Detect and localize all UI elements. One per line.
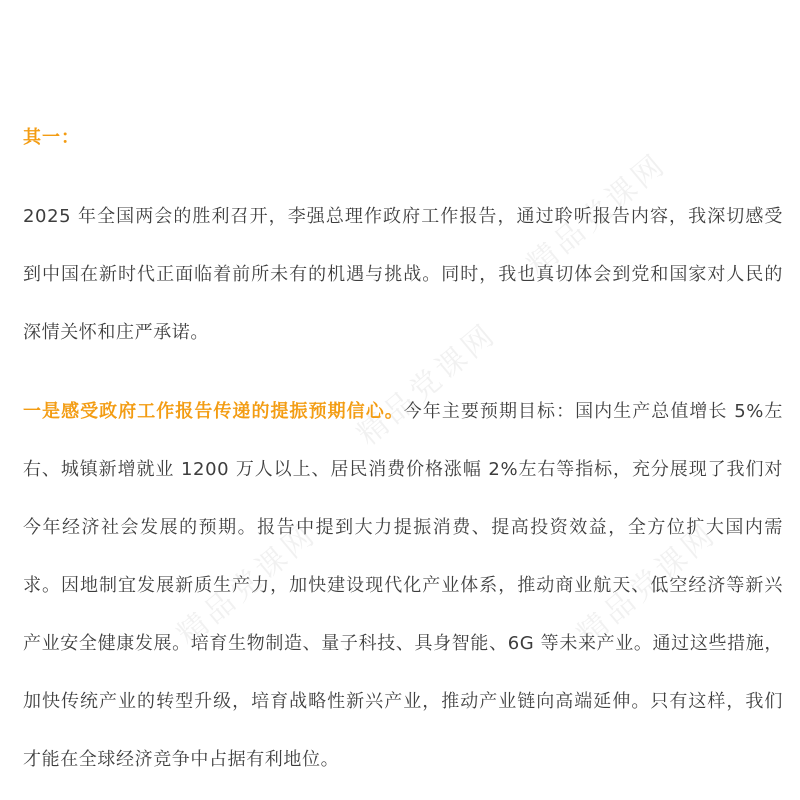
- watermark: 精品党课网: [570, 516, 724, 653]
- watermark: 精品党课网: [170, 516, 324, 653]
- point-one-highlight: 一是感受政府工作报告传递的提振预期信心。: [23, 401, 404, 422]
- paragraph-intro: 2025 年全国两会的胜利召开，李强总理作政府工作报告，通过聆听报告内容，我深切感受到中国在新时代正面临着前所未有的机遇与挑战。同时，我也真切体会到党和国家对人民的深情关怀和庄严承诺。: [23, 206, 783, 343]
- watermark: 精品党课网: [520, 146, 674, 283]
- section-heading: 其一：: [23, 127, 80, 148]
- point-one-body: 今年主要预期目标：国内生产总值增长 5%左右、城镇新增就业 1200 万人以上、居民消费价格涨幅 2%左右等指标，充分展现了我们对今年经济社会发展的预期。报告中提到大力提振消费、提高投资效益，全方位扩大国内需求。因地制宜发展新质生产力，加快建设现代化产业体系，推动商业航天、低空经济等新兴产业安全健康发展。培育生物制造、量子科技、具身智能、6G 等未来产业。通过这些措施，加快传统产业的转型升级，培育战略性新兴产业，推动产业链向高端延伸。只有这样，我们才能在全球经济竞争中占据有利地位。: [23, 401, 783, 770]
- watermark: 精品党课网: [350, 316, 504, 453]
- paragraph-point-one: [23, 383, 783, 789]
